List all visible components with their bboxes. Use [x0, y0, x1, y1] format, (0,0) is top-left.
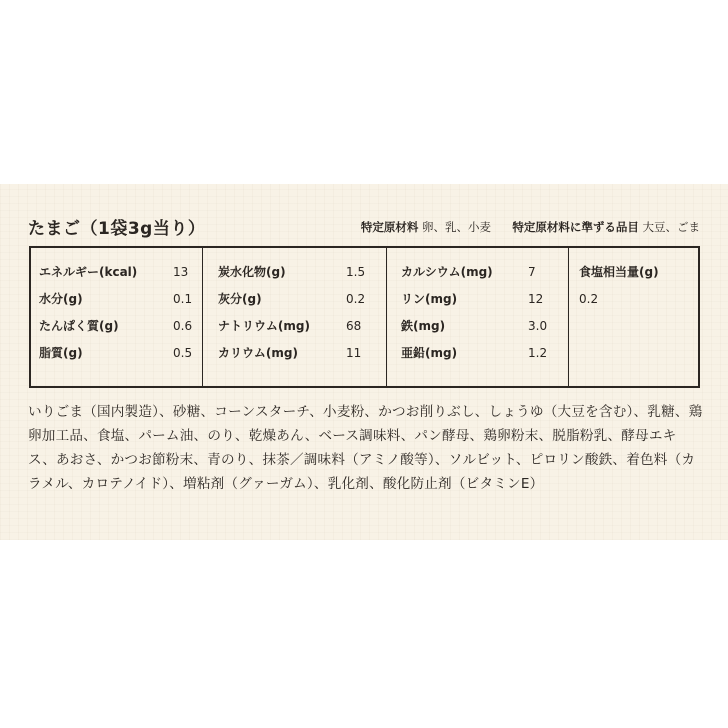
nutrition-row [31, 316, 202, 336]
nutrition-column-4 [569, 248, 698, 386]
nutrition-row [203, 289, 386, 309]
nutrition-table [29, 246, 700, 388]
nutrition-row [203, 262, 386, 282]
nutrient-label: カリウム(mg) [218, 346, 298, 360]
allergen-info [361, 219, 700, 235]
equivalent-allergen-items: 大豆、ごま [642, 220, 700, 234]
nutrient-value: 68 [346, 319, 362, 333]
nutrition-row [31, 262, 202, 282]
ingredients-list: いりごま（国内製造）、砂糖、コーンスターチ、小麦粉、かつお削りぶし、しょうゆ（大豆を含む）、乳糖、鶏卵加工品、食塩、パーム油、のり、乾燥あん、ベース調味料、パン酵母、鶏卵粉末、脱脂粉乳、酵母エキス、あおさ、かつお節粉末、青のり、抹茶／調味料（アミノ酸等）、ソルビット、ピロリン酸鉄、着色料（カラメル、カロテノイド）、増粘剤（グァーガム）、乳化剤、酸化防止剤（ビタミンE） [28, 404, 703, 492]
specific-allergen-items: 卵、乳、小麦 [422, 220, 492, 234]
nutrient-label: たんぱく質(g) [39, 319, 119, 333]
nutrient-label: 水分(g) [39, 292, 83, 306]
nutrient-label: 食塩相当量(g) [579, 265, 659, 279]
nutrition-row [387, 289, 568, 309]
nutrient-label: 炭水化物(g) [218, 265, 286, 279]
nutrient-value: 1.2 [528, 346, 548, 360]
nutrition-column-1 [31, 248, 203, 386]
nutrient-label: カルシウム(mg) [401, 265, 493, 279]
nutrient-label: リン(mg) [401, 292, 458, 306]
nutrient-value: 3.0 [528, 319, 548, 333]
nutrition-row [203, 316, 386, 336]
equivalent-allergen-label: 特定原材料に準ずる品目 [512, 220, 639, 234]
nutrition-row [387, 316, 568, 336]
nutrition-row [387, 343, 568, 363]
nutrient-value: 0.5 [173, 346, 193, 360]
nutrient-value: 7 [528, 265, 536, 279]
nutrient-value: 12 [528, 292, 544, 306]
nutrition-column-3 [387, 248, 569, 386]
nutrition-row [569, 262, 698, 282]
nutrition-label-panel [0, 184, 728, 540]
nutrient-value: 0.2 [579, 292, 599, 306]
nutrient-value: 13 [173, 265, 189, 279]
nutrient-label: 鉄(mg) [401, 319, 446, 333]
nutrient-value: 0.2 [346, 292, 366, 306]
nutrient-value: 0.6 [173, 319, 193, 333]
product-title: たまご（1袋3g当り） [28, 219, 206, 239]
nutrient-label: 灰分(g) [218, 292, 262, 306]
nutrient-value: 0.1 [173, 292, 193, 306]
nutrient-value: 11 [346, 346, 362, 360]
nutrient-label: エネルギー(kcal) [39, 265, 138, 279]
nutrient-value: 1.5 [346, 265, 366, 279]
nutrition-row [31, 289, 202, 309]
nutrition-row [569, 289, 698, 309]
nutrition-row [387, 262, 568, 282]
nutrient-label: 脂質(g) [39, 346, 83, 360]
nutrition-row [203, 343, 386, 363]
nutrition-row [31, 343, 202, 363]
nutrient-label: ナトリウム(mg) [218, 319, 310, 333]
nutrient-label: 亜鉛(mg) [401, 346, 458, 360]
nutrition-column-2 [203, 248, 387, 386]
specific-allergen-label: 特定原材料 [360, 220, 419, 234]
